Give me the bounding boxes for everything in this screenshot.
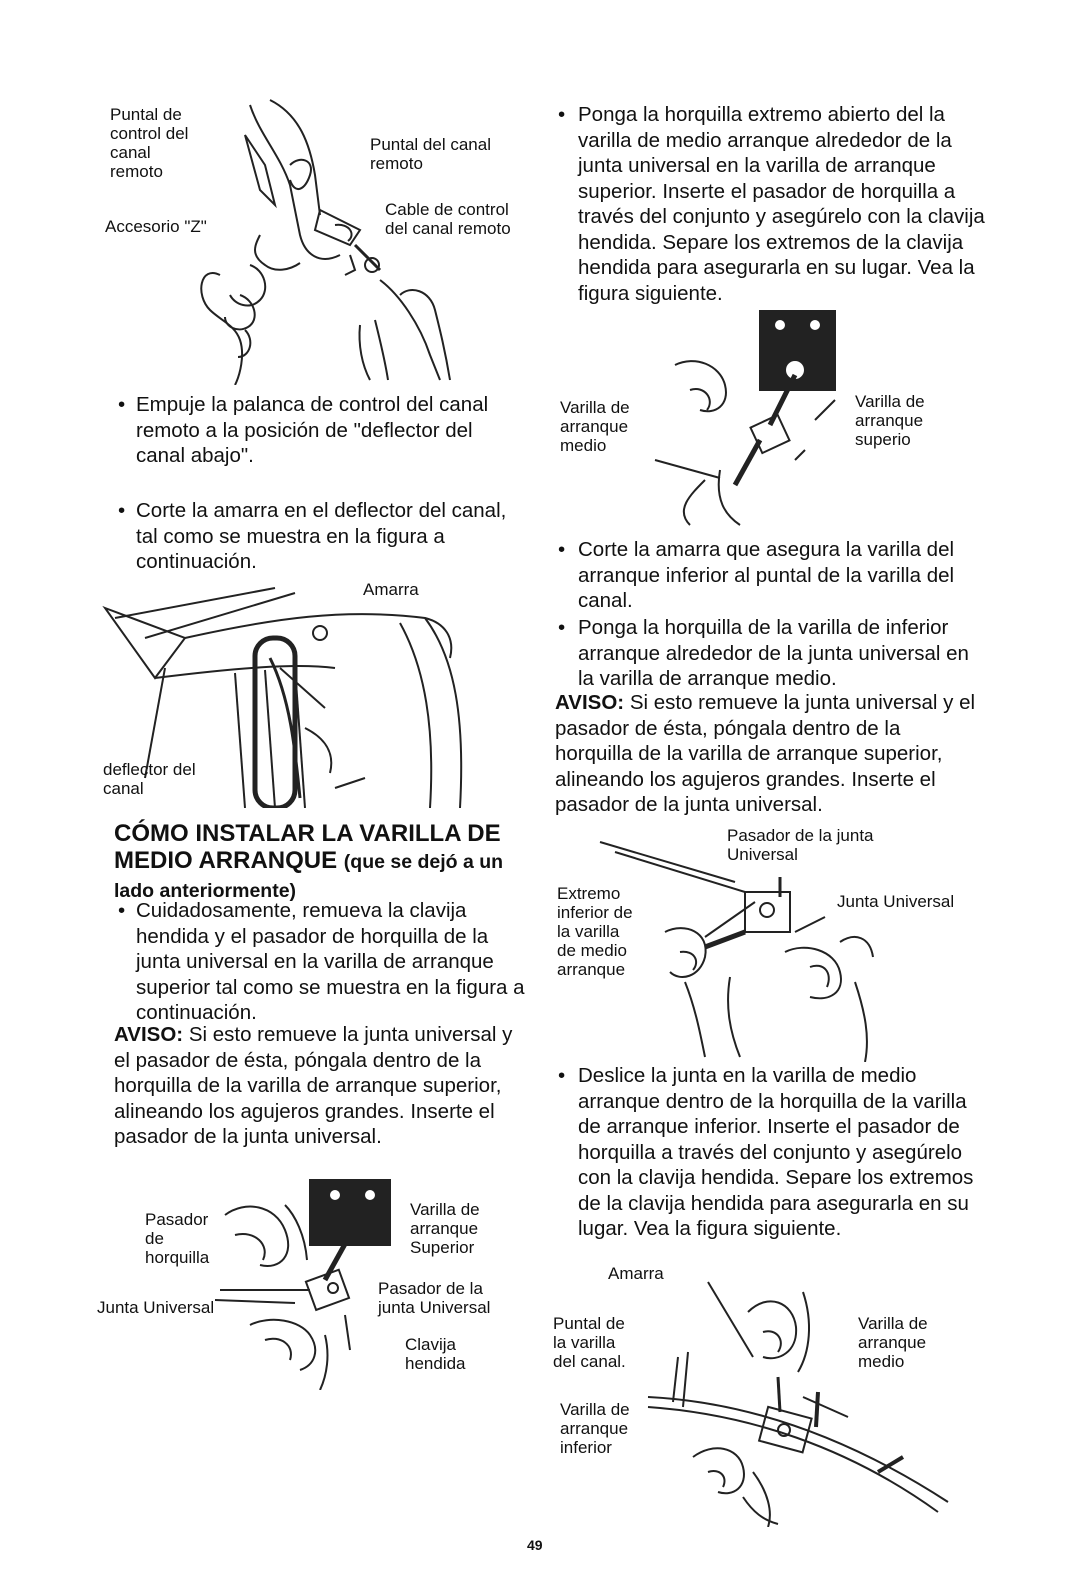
label-puntal-control: Puntal de control del canal remoto — [110, 105, 189, 181]
label-deflector: deflector del canal — [103, 760, 196, 798]
label-clavija-hendida: Clavija hendida — [405, 1335, 466, 1373]
label-varilla-superio: Varilla de arranque superio — [855, 392, 925, 449]
bullet-dot: • — [118, 899, 126, 922]
figure-upper-rod-junction — [95, 1175, 535, 1390]
label-pasador-junta: Pasador de la junta Universal — [378, 1279, 491, 1317]
figure-remote-chute-control — [100, 95, 540, 385]
page-number: 49 — [527, 1537, 543, 1553]
bullet-dot: • — [558, 103, 566, 126]
left-bullet-cut-tie: Corte la amarra en el deflector del canal, tal como se muestra en la figura a continuación. — [136, 499, 507, 573]
label-pasador-horquilla: Pasador de horquilla — [145, 1210, 210, 1267]
label-junta-universal: Junta Universal — [837, 892, 955, 911]
figure-lower-rod-assembly — [548, 1262, 993, 1527]
right-bullet-place-fork: Ponga la horquilla extremo abierto del la varilla de medio arranque alrededor de la junta universal en la varilla de arranque superior. Inserte el pasador de horquilla a través del conjunto y asegúrelo con la clavija hendida. Separe los extremos de la clavija hendida para asegurarla en su lugar. Vea la figura siguiente. — [578, 103, 985, 305]
heading-subtitle: (que se dejó a un lado anteriormente) — [114, 851, 504, 902]
figure-middle-rod-upper — [555, 310, 995, 530]
right-bullet-cut-tie: Corte la amarra que asegura la varilla del arranque inferior al puntal de la varilla del canal. — [578, 538, 955, 612]
label-amarra: Amarra — [608, 1264, 664, 1283]
right-aviso-note — [555, 690, 980, 818]
bullet-dot: • — [558, 538, 566, 561]
aviso-label: AVISO: — [114, 1023, 184, 1046]
label-accesorio-z: Accesorio "Z" — [105, 217, 207, 236]
figure-chute-deflector — [95, 578, 535, 808]
section-heading — [114, 820, 534, 905]
bullet-dot: • — [118, 499, 126, 522]
bullet-dot: • — [558, 1064, 566, 1087]
label-puntal-varilla: Puntal de la varilla del canal. — [553, 1314, 626, 1371]
label-amarra: Amarra — [363, 580, 419, 599]
heading-main: CÓMO INSTALAR LA VARILLA DE MEDIO ARRANQUE — [114, 820, 501, 874]
label-varilla-medio: Varilla de arranque medio — [858, 1314, 928, 1371]
figure-lower-rod-junction — [555, 822, 995, 1062]
lower-assembly-illustration — [548, 1262, 993, 1527]
label-varilla-medio: Varilla de arranque medio — [560, 398, 630, 455]
label-varilla-superior: Varilla de arranque Superior — [410, 1200, 480, 1257]
aviso-text: Si esto remueve la junta universal y el pasador de ésta, póngala dentro de la horquilla de la varilla de arranque superior, alineando los agujeros grandes. Inserte el pasador de la junta universal. — [555, 691, 976, 816]
right-bullet-slide-junction: Deslice la junta en la varilla de medio arranque dentro de la horquilla de la varilla de arranque inferior. Inserte el pasador de horquilla a través del conjunto y asegúrelo con la clavija hendida. Separe los extremos de la clavija hendida para asegurarla en su lugar. Vea la figura siguiente. — [578, 1064, 974, 1240]
label-extremo-inferior: Extremo inferior de la varilla de medio arranque — [557, 884, 633, 979]
bullet-dot: • — [118, 393, 126, 416]
left-bullet-remove-pin: Cuidadosamente, remueva la clavija hendida y el pasador de horquilla de la junta universal en la varilla de arranque superior tal como se muestra en la figura a continuación. — [136, 899, 525, 1024]
label-pasador-junta: Pasador de la junta Universal — [727, 826, 874, 864]
left-aviso-note — [114, 1022, 526, 1150]
label-puntal-canal: Puntal del canal remoto — [370, 135, 491, 173]
left-bullet-push-lever: Empuje la palanca de control del canal remoto a la posición de "deflector del canal abajo". — [136, 393, 489, 467]
aviso-text: Si esto remueve la junta universal y el pasador de ésta, póngala dentro de la horquilla de la varilla de arranque superior, alineando los agujeros grandes. Inserte el pasador de la junta universal. — [114, 1023, 513, 1148]
bullet-dot: • — [558, 616, 566, 639]
label-junta-universal: Junta Universal — [97, 1298, 215, 1317]
label-varilla-inferior: Varilla de arranque inferior — [560, 1400, 630, 1457]
right-bullet-place-lower-fork: Ponga la horquilla de la varilla de inferior arranque alrededor de la junta universal en la varilla de arranque medio. — [578, 616, 969, 690]
label-cable-control: Cable de control del canal remoto — [385, 200, 511, 238]
aviso-label: AVISO: — [555, 691, 625, 714]
